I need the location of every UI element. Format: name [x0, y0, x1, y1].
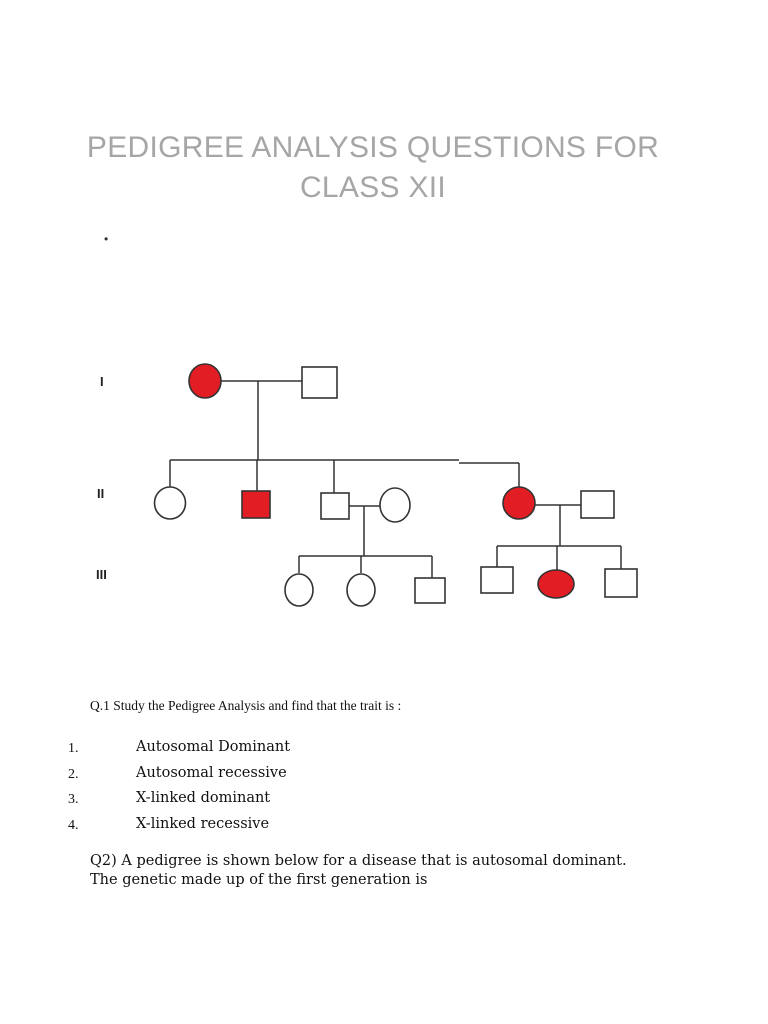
option-number: 2. [68, 766, 79, 782]
unaffected-male-iii3 [415, 578, 445, 603]
question-2-line-2: The genetic made up of the first generation is [90, 872, 428, 888]
unaffected-male-iii6 [605, 569, 637, 597]
affected-male-ii2 [242, 491, 270, 518]
option-text: Autosomal recessive [136, 764, 287, 781]
option-text: Autosomal Dominant [136, 739, 291, 755]
question-1-options [0, 739, 768, 841]
pedigree-lines [170, 381, 621, 578]
unaffected-male-ii3 [321, 493, 349, 519]
question-1: Q.1 Study the Pedigree Analysis and find that the trait is : [90, 698, 402, 713]
option-item [0, 816, 768, 842]
generation-label-3: III [96, 567, 107, 582]
option-text: X-linked recessive [136, 815, 270, 832]
affected-female-ii5 [503, 487, 535, 519]
unaffected-female-iii1 [285, 574, 313, 606]
unaffected-female-iii2 [347, 574, 375, 606]
option-item [0, 739, 768, 765]
option-text: X-linked dominant [136, 790, 271, 806]
affected-female-i1 [189, 364, 221, 398]
unaffected-male-ii6 [581, 491, 614, 518]
unaffected-female-ii1 [155, 487, 186, 519]
option-number: 1. [68, 741, 79, 756]
bullet-mark: • [104, 232, 109, 246]
unaffected-male-iii4 [481, 567, 513, 593]
affected-female-iii5 [538, 570, 574, 598]
option-number: 4. [68, 817, 79, 833]
option-item [0, 765, 768, 791]
unaffected-male-i2 [302, 367, 337, 398]
option-number: 3. [68, 792, 79, 807]
question-2-line-1: Q2) A pedigree is shown below for a disease that is autosomal dominant. [90, 853, 627, 869]
unaffected-female-ii4 [380, 488, 410, 522]
title-line-2: CLASS XII [299, 171, 447, 204]
option-item [0, 790, 768, 816]
generation-label-1: I [100, 374, 104, 389]
title-line-1: PEDIGREE ANALYSIS QUESTIONS FOR [86, 131, 660, 164]
question-2 [90, 852, 710, 890]
generation-label-2: II [97, 486, 105, 501]
